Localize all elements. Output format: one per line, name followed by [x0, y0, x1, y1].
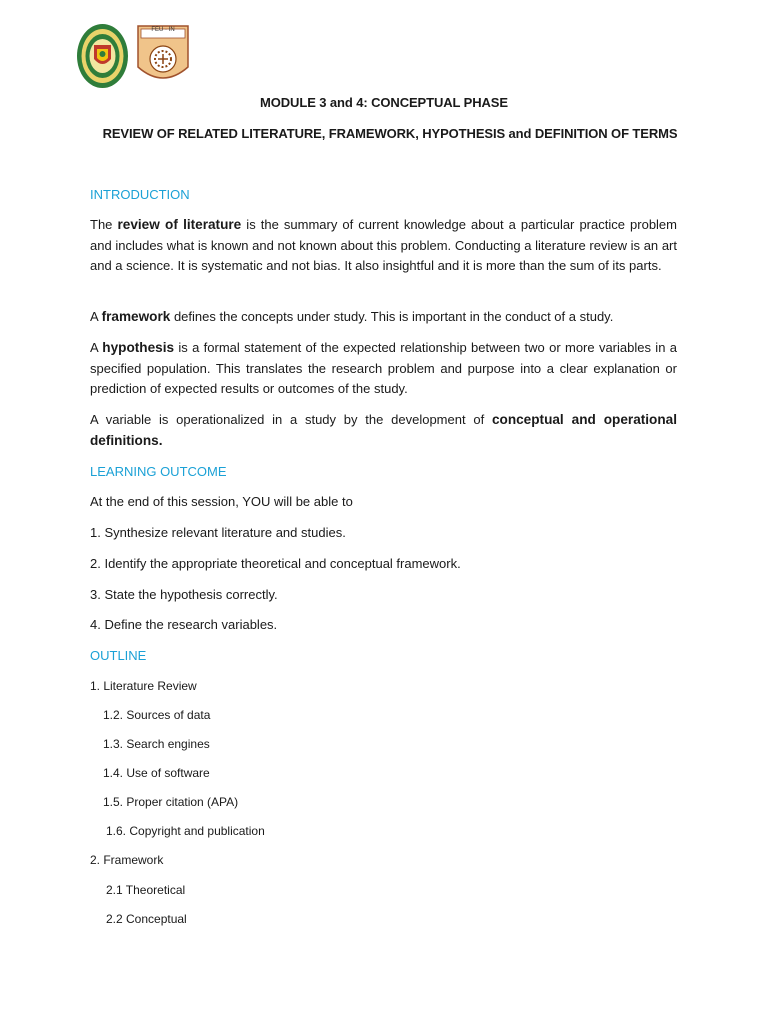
module-title: MODULE 3 and 4: CONCEPTUAL PHASE	[260, 95, 508, 110]
outline-item: 1. Literature Review	[90, 679, 197, 693]
intro-paragraph-hypothesis: A hypothesis is a formal statement of the expected relationship between two or more variables in a specified population. This translates the research problem and purpose into a clear explanation or prediction of expected results or outcomes of the study.	[90, 340, 677, 396]
term-review-of-literature: review of literature	[117, 217, 242, 232]
outline-heading: OUTLINE	[90, 648, 147, 663]
outline-item: 1.3. Search engines	[103, 737, 210, 751]
outcome-item: 2. Identify the appropriate theoretical and conceptual framework.	[90, 556, 461, 571]
outcome-item: 4. Define the research variables.	[90, 617, 278, 632]
introduction-heading: INTRODUCTION	[90, 187, 190, 202]
learning-outcome-intro: At the end of this session, YOU will be able to	[90, 494, 353, 509]
intro-paragraph-literature: The review of literature is the summary of current knowledge about a particular practice problem and includes what is known and not known about this problem. Conducting a literature review is an art and a science. It is systematic and not bias. It also insightful and it is more than the sum of its parts.	[90, 217, 677, 273]
intro-paragraph-variables: A variable is operationalized in a study by the development of conceptual and operational definitions.	[90, 412, 678, 448]
outline-item: 2. Framework	[90, 853, 164, 867]
outline-item: 2.1 Theoretical	[106, 883, 186, 897]
term-framework: framework	[101, 309, 171, 324]
outcome-item: 1. Synthesize relevant literature and studies.	[90, 525, 346, 540]
outline-item: 1.5. Proper citation (APA)	[103, 795, 239, 809]
feu-in-logo	[137, 25, 189, 89]
intro-paragraph-framework: A framework defines the concepts under study. This is important in the conduct of a study.	[90, 309, 614, 324]
outline-item: 1.6. Copyright and publication	[106, 824, 265, 838]
term-conceptual-operational: conceptual and operational definitions.	[90, 412, 678, 448]
outline-item: 1.2. Sources of data	[103, 708, 211, 722]
learning-outcome-heading: LEARNING OUTCOME	[90, 464, 227, 479]
outline-item: 1.4. Use of software	[103, 766, 210, 780]
university-seal-logo	[76, 23, 129, 89]
outline-item: 2.2 Conceptual	[106, 912, 187, 926]
outcome-item: 3. State the hypothesis correctly.	[90, 587, 278, 602]
module-subtitle: REVIEW OF RELATED LITERATURE, FRAMEWORK, HYPOTHESIS and DEFINITION OF TERMS	[102, 126, 678, 141]
feu-in-logo-text: FEU · IN	[151, 27, 175, 33]
term-hypothesis: hypothesis	[102, 340, 175, 355]
